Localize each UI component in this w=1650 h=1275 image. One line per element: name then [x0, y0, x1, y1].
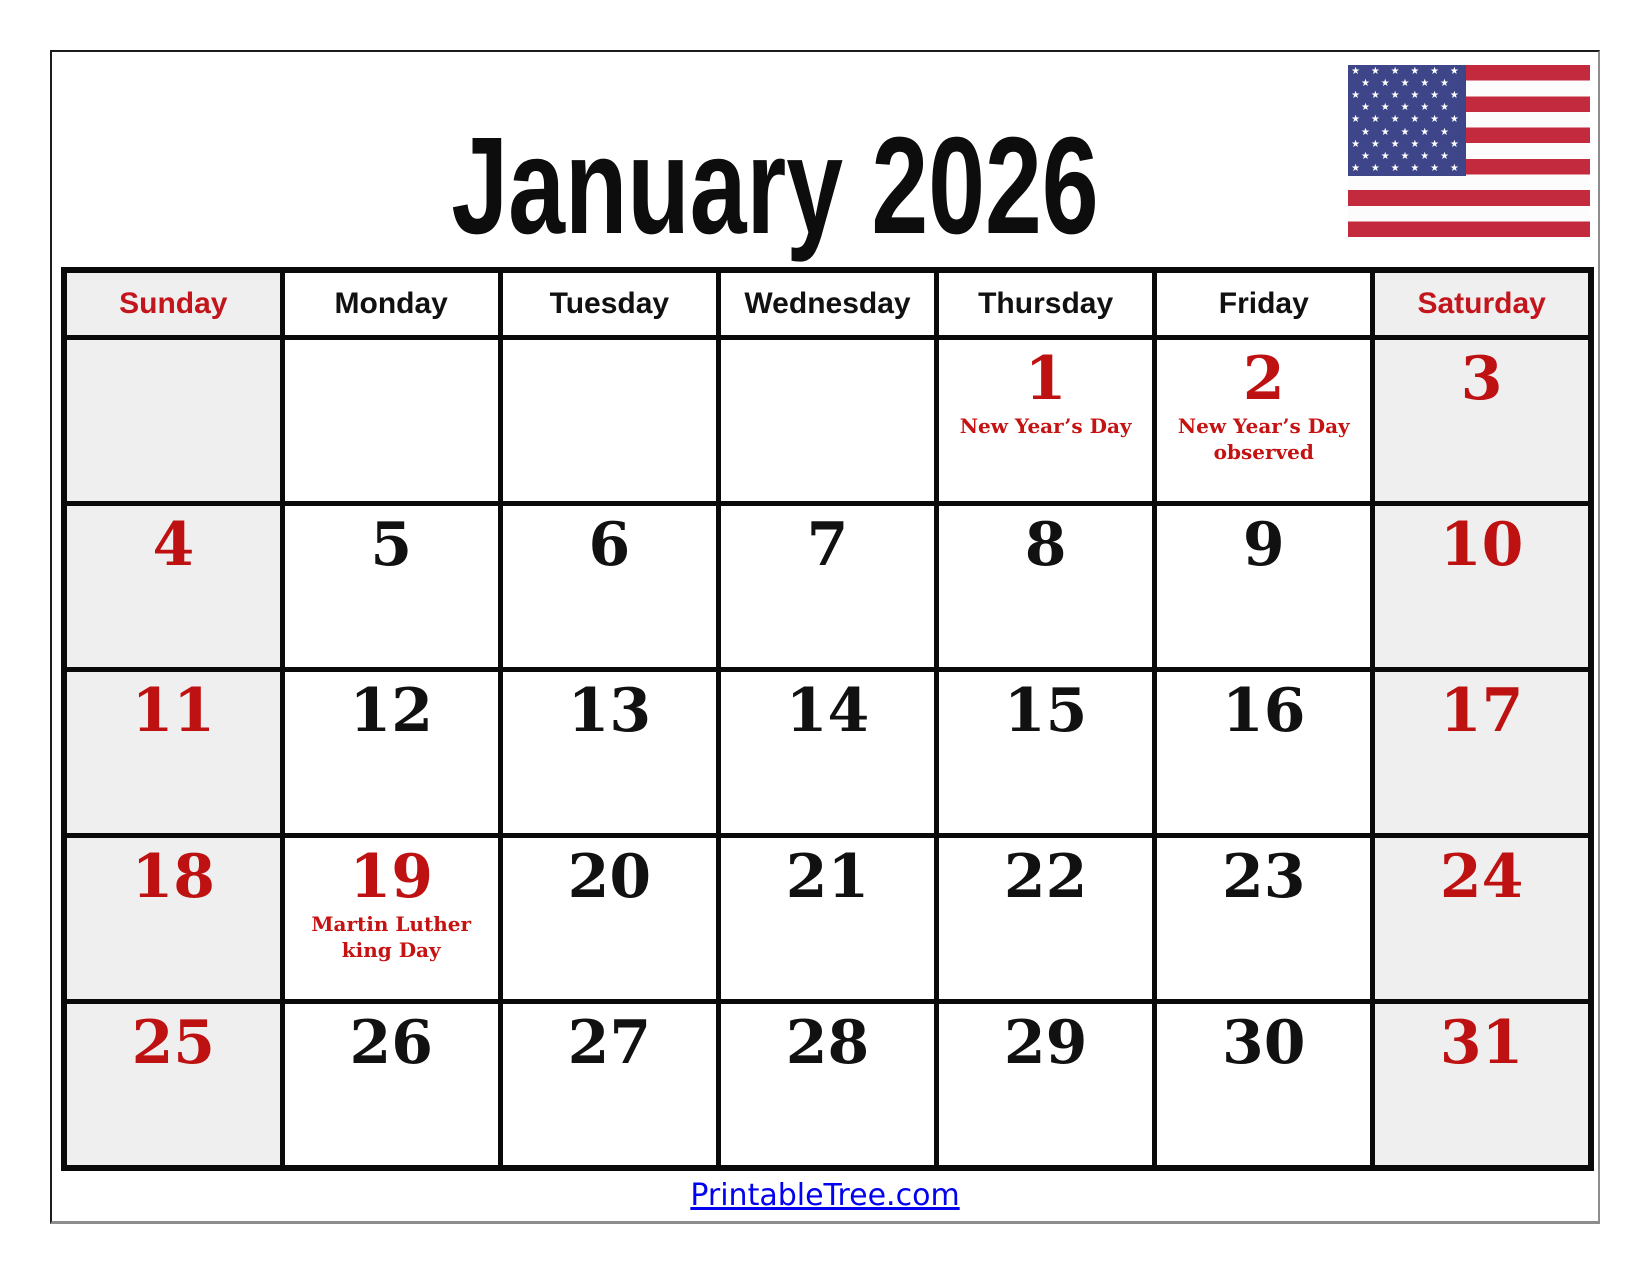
day-number: 25 [131, 1008, 216, 1078]
page-title: January 2026 [451, 109, 1099, 263]
day-cell [64, 836, 282, 1002]
day-number: 12 [349, 676, 433, 746]
day-number: 20 [567, 842, 652, 912]
day-number: 11 [131, 676, 216, 746]
weekday-header-row [64, 270, 1591, 338]
day-cell [937, 338, 1155, 504]
flag-star-row: ★ ★ ★ ★ ★ [1361, 102, 1453, 114]
day-cell [1155, 504, 1373, 670]
day-number: 4 [152, 510, 195, 580]
flag-star-row: ★ ★ ★ ★ ★ ★ [1351, 114, 1463, 126]
weekday-friday: Friday [1155, 270, 1373, 338]
day-number: 8 [1024, 510, 1067, 580]
weekday-tuesday: Tuesday [500, 270, 718, 338]
calendar-page [50, 50, 1600, 1224]
day-number: 31 [1439, 1008, 1524, 1078]
holiday-label: New Year’s Day [959, 414, 1132, 438]
day-cell [718, 670, 936, 836]
day-number: 17 [1439, 676, 1524, 746]
day-number: 23 [1222, 842, 1306, 912]
day-cell [1373, 338, 1591, 504]
weekday-thursday: Thursday [937, 270, 1155, 338]
day-cell [1155, 1002, 1373, 1169]
day-number: 22 [1003, 842, 1088, 912]
day-number: 3 [1460, 344, 1503, 414]
day-cell [718, 338, 936, 504]
flag-star-row: ★ ★ ★ ★ ★ ★ [1351, 162, 1463, 174]
flag-canton [1348, 65, 1466, 176]
day-cell [282, 504, 500, 670]
flag-star-row: ★ ★ ★ ★ ★ ★ [1351, 90, 1463, 102]
day-cell [282, 836, 500, 1002]
day-cell [1373, 1002, 1591, 1169]
day-cell [500, 836, 718, 1002]
week-row [64, 338, 1591, 504]
day-cell [282, 670, 500, 836]
day-cell [500, 504, 718, 670]
day-cell [1373, 670, 1591, 836]
day-cell [937, 504, 1155, 670]
day-number: 24 [1439, 842, 1524, 912]
weekday-wednesday: Wednesday [718, 270, 936, 338]
day-number: 18 [131, 842, 216, 912]
day-cell [1155, 338, 1373, 504]
day-cell [1155, 836, 1373, 1002]
day-cell [64, 338, 282, 504]
day-cell [64, 670, 282, 836]
day-cell [1373, 504, 1591, 670]
day-cell [937, 1002, 1155, 1169]
holiday-label: Martin Luther king Day [311, 912, 472, 962]
holiday-label: New Year’s Day observed [1177, 414, 1350, 464]
flag-star-row: ★ ★ ★ ★ ★ ★ [1351, 66, 1463, 78]
day-number: 26 [349, 1008, 433, 1078]
day-number: 30 [1222, 1008, 1306, 1078]
weekday-saturday: Saturday [1373, 270, 1591, 338]
day-cell [500, 338, 718, 504]
day-cell [937, 836, 1155, 1002]
day-cell [1373, 836, 1591, 1002]
day-cell [718, 504, 936, 670]
day-cell [718, 836, 936, 1002]
flag-star-row: ★ ★ ★ ★ ★ ★ [1351, 138, 1463, 150]
day-number: 10 [1439, 510, 1524, 580]
calendar-table [61, 267, 1594, 1171]
day-number: 5 [370, 510, 413, 580]
day-cell [500, 670, 718, 836]
us-flag [1348, 65, 1590, 237]
day-number: 15 [1003, 676, 1088, 746]
day-number: 1 [1024, 344, 1067, 414]
day-number: 6 [588, 510, 631, 580]
footer-link[interactable]: PrintableTree.com [690, 1178, 960, 1213]
flag-star-row: ★ ★ ★ ★ ★ [1361, 78, 1453, 90]
day-cell [718, 1002, 936, 1169]
day-cell [1155, 670, 1373, 836]
day-number: 21 [785, 842, 870, 912]
day-cell [500, 1002, 718, 1169]
day-number: 9 [1242, 510, 1285, 580]
week-row [64, 836, 1591, 1002]
day-number: 19 [349, 842, 433, 912]
day-number: 28 [785, 1008, 870, 1078]
footer [52, 1178, 1598, 1213]
week-row [64, 504, 1591, 670]
day-number: 13 [567, 676, 652, 746]
day-number: 16 [1222, 676, 1306, 746]
day-cell [937, 670, 1155, 836]
day-cell [64, 1002, 282, 1169]
day-number: 29 [1003, 1008, 1088, 1078]
day-cell [282, 338, 500, 504]
weekday-monday: Monday [282, 270, 500, 338]
flag-star-row: ★ ★ ★ ★ ★ [1361, 126, 1453, 138]
day-number: 7 [806, 510, 849, 580]
week-row [64, 670, 1591, 836]
week-row [64, 1002, 1591, 1169]
weekday-sunday: Sunday [64, 270, 282, 338]
day-number: 2 [1242, 344, 1285, 414]
day-cell [282, 1002, 500, 1169]
day-number: 14 [785, 676, 870, 746]
day-number: 27 [567, 1008, 652, 1078]
day-cell [64, 504, 282, 670]
flag-star-row: ★ ★ ★ ★ ★ [1361, 150, 1453, 162]
